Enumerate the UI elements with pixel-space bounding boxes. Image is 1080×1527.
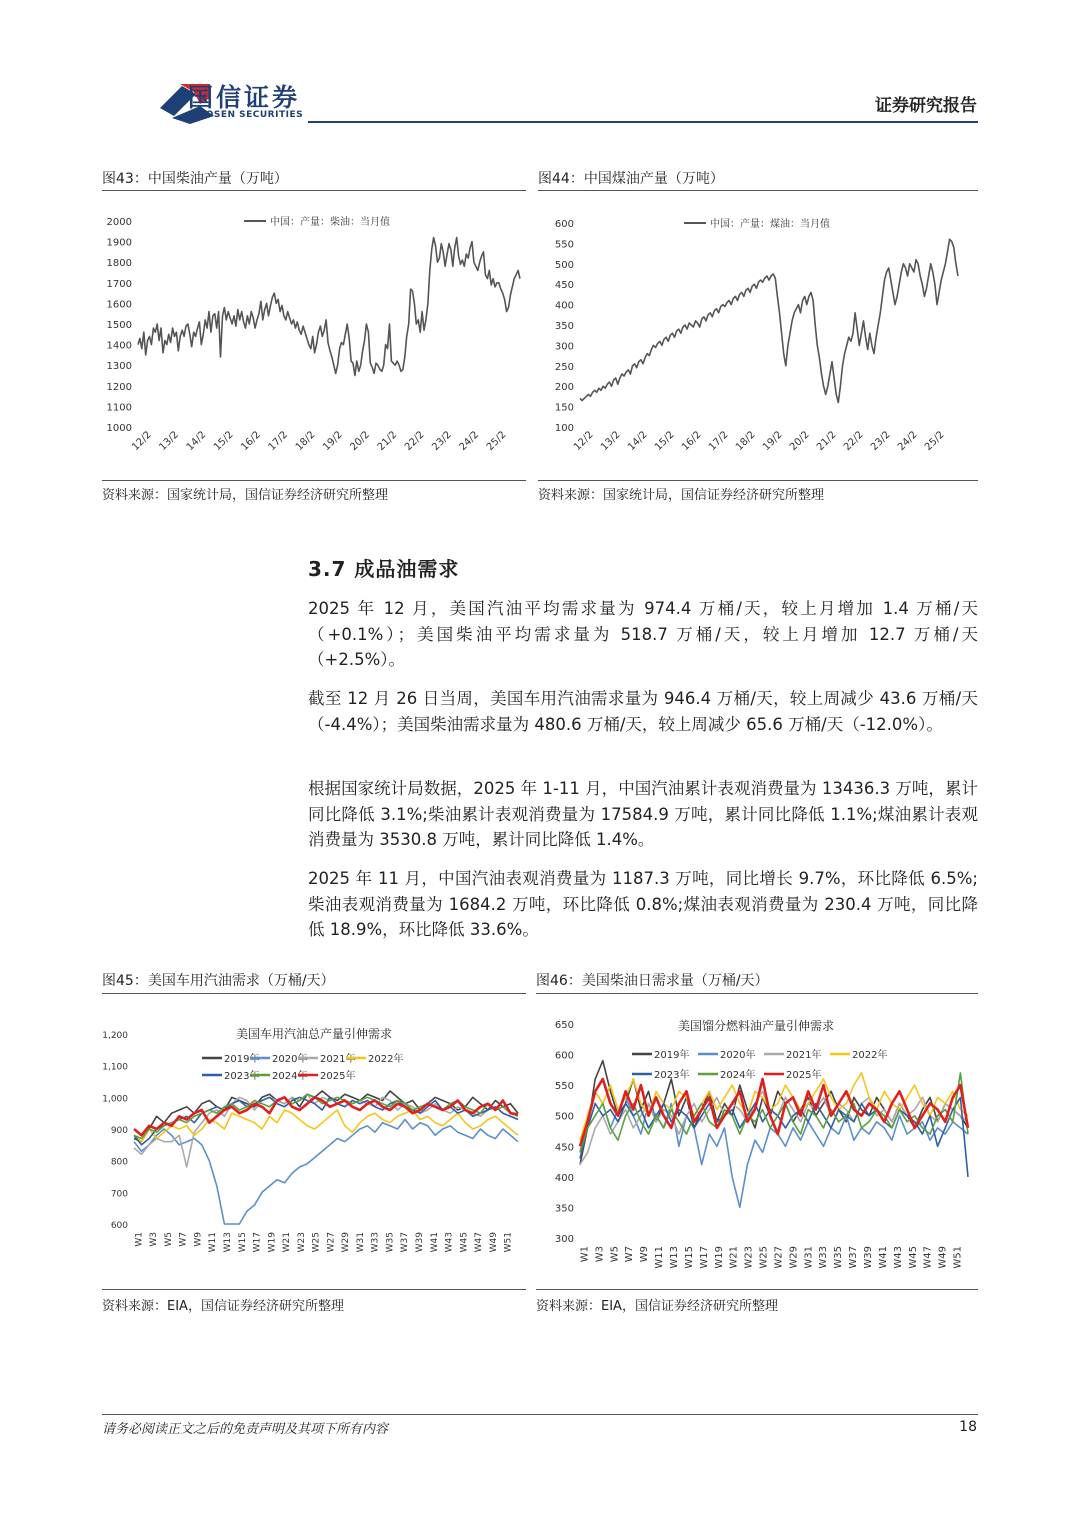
y-tick-label: 400 [554,300,574,312]
y-tick-label: 400 [554,1172,574,1184]
x-tick-label: 20/2 [787,429,812,454]
fig45-bottom-divider [102,1289,526,1290]
paragraph-1: 2025 年 12 月，美国汽油平均需求量为 974.4 万桶/天，较上月增加 1.4 万桶/天（+0.1%）；美国柴油平均需求量为 518.7 万桶/天，较上月增加 12.7 万桶/天（+2.5%）。 [308,599,978,669]
legend-label: 2021年 [320,1054,356,1065]
x-tick-label: W47 [922,1246,934,1269]
chart-title: 美国车用汽油总产量引伸需求 [235,1027,393,1041]
x-tick-label: W15 [237,1232,248,1253]
x-tick-label: W9 [193,1232,204,1247]
fig43-divider [102,190,526,191]
y-tick-label: 450 [554,280,574,292]
y-tick-label: 800 [110,1157,128,1168]
series-line-2020年 [134,1120,518,1225]
series-line-2023年 [580,1097,968,1177]
x-tick-label: 20/2 [348,429,373,454]
fig43-title: 图43：中国柴油产量（万吨） [102,171,288,187]
x-tick-label: W33 [370,1232,381,1253]
y-tick-label: 500 [554,1111,574,1123]
y-tick-label: 550 [554,239,574,251]
x-tick-label: W17 [698,1246,710,1269]
fig46-divider [536,993,978,994]
y-tick-label: 650 [554,1020,574,1031]
x-tick-label: W17 [252,1232,263,1253]
y-tick-label: 1100 [106,402,132,414]
x-tick-label: W5 [163,1232,174,1247]
x-tick-label: 14/2 [184,429,209,454]
x-tick-label: W47 [474,1232,485,1253]
x-tick-label: 25/2 [484,429,509,454]
x-tick-label: W49 [488,1232,499,1253]
paragraph-4: 2025 年 11 月，中国汽油表观消费量为 1187.3 万吨，同比增长 9.7%，环比降低 6.5%;柴油表观消费量为 1684.2 万吨，环比降低 0.8%;煤油表观消费量为 230.4 万吨，同比降低 18.9%，环比降低 33.6%。 [308,869,978,939]
chart-title: 美国馏分燃料油产量引伸需求 [677,1019,835,1033]
legend-label: 2025年 [786,1070,822,1081]
legend-label: 2022年 [852,1050,888,1061]
x-tick-label: W1 [579,1246,591,1263]
page-number: 18 [959,1419,977,1435]
y-tick-label: 600 [554,219,574,230]
legend-label: 2023年 [654,1070,690,1081]
x-tick-label: W23 [296,1232,307,1253]
series-line-2020年 [580,1091,968,1207]
paragraph-3: 根据国家统计局数据，2025 年 1-11 月，中国汽油累计表观消费量为 13436.3 万吨，累计同比降低 3.1%;柴油累计表观消费量为 17584.9 万吨，累计同比降低 1.1%;煤油累计表观消费量为 3530.8 万吨，累计同比降低 1.4%。 [308,779,978,849]
x-tick-label: W27 [326,1232,337,1253]
x-tick-label: W27 [773,1246,785,1269]
y-tick-label: 1800 [106,258,132,270]
x-tick-label: W49 [937,1246,949,1269]
y-tick-label: 300 [554,341,574,353]
y-tick-label: 600 [554,1050,574,1062]
x-tick-label: W3 [594,1246,606,1263]
x-tick-label: W45 [459,1232,470,1253]
legend-label: 2022年 [368,1054,404,1065]
fig45-chart [102,1000,526,1285]
fig44-chart [538,195,978,475]
x-tick-label: W29 [341,1232,352,1253]
x-tick-label: W35 [833,1246,845,1269]
fig44-divider [538,190,978,191]
fig43-source: 资料来源：国家统计局，国信证券经济研究所整理 [102,488,389,503]
x-tick-label: W33 [818,1246,830,1269]
footer-divider [102,1414,978,1415]
y-tick-label: 900 [110,1126,128,1136]
fig46-source: 资料来源：EIA，国信证券经济研究所整理 [536,1299,778,1314]
fig44-source: 资料来源：国家统计局，国信证券经济研究所整理 [538,488,825,503]
x-tick-label: 24/2 [457,429,482,454]
x-tick-label: 19/2 [321,429,345,454]
legend-label: 2021年 [786,1050,822,1061]
y-tick-label: 1900 [106,237,132,249]
legend-label: 2024年 [272,1071,308,1082]
y-tick-label: 600 [110,1221,128,1231]
x-tick-label: 14/2 [625,429,650,454]
x-tick-label: W19 [267,1232,278,1253]
legend-label: 2023年 [224,1071,260,1082]
y-tick-label: 450 [554,1142,574,1154]
x-tick-label: 13/2 [157,429,182,454]
x-tick-label: W31 [803,1246,815,1269]
y-tick-label: 1700 [106,278,132,290]
x-tick-label: W11 [208,1232,219,1253]
y-tick-label: 300 [554,1234,574,1245]
legend-label: 2020年 [720,1050,756,1061]
y-tick-label: 1,100 [102,1062,128,1073]
y-tick-label: 250 [554,361,574,373]
x-tick-label: W23 [743,1246,755,1269]
fig45-title: 图45：美国车用汽油需求（万桶/天） [102,973,335,989]
legend-label: 中国：产量：柴油：当月值 [270,217,390,228]
series-line-fig44 [580,239,958,402]
paragraph-2: 截至 12 月 26 日当周，美国车用汽油需求量为 946.4 万桶/天，较上周减少 43.6 万桶/天（-4.4%）；美国柴油需求量为 480.6 万桶/天，较上周减少 65.6 万桶/天（-12.0%）。 [308,689,978,734]
fig44-title: 图44：中国煤油产量（万吨） [538,171,724,187]
x-tick-label: W9 [639,1246,651,1263]
section-title: 3.7 成品油需求 [308,557,460,581]
fig43-bottom-divider [102,480,526,481]
x-tick-label: 17/2 [706,429,731,454]
logo-cn: 国信证券 [188,83,301,112]
fig46-bottom-divider [536,1289,978,1290]
x-tick-label: W41 [429,1232,440,1253]
legend-label: 2024年 [720,1070,756,1081]
y-tick-label: 200 [554,382,574,394]
x-tick-label: W13 [669,1246,680,1269]
x-tick-label: 17/2 [266,429,291,454]
y-tick-label: 700 [110,1189,128,1200]
x-tick-label: W39 [415,1232,425,1253]
x-tick-label: W37 [400,1232,411,1253]
y-tick-label: 1500 [106,320,132,331]
x-tick-label: W35 [385,1232,396,1253]
x-tick-label: 21/2 [375,429,400,454]
x-tick-label: W25 [758,1246,770,1269]
y-tick-label: 2000 [106,217,132,228]
logo-en: GUOSEN SECURITIES [190,110,304,120]
y-tick-label: 1400 [106,340,132,352]
x-tick-label: W7 [178,1232,189,1247]
x-tick-label: W41 [877,1246,889,1269]
x-tick-label: W15 [683,1246,695,1269]
legend-label: 2020年 [272,1054,308,1065]
legend-label: 中国：产量：煤油：当月值 [710,219,830,230]
footer-disclaimer: 请务必阅读正文之后的免责声明及其项下所有内容 [102,1422,389,1437]
header-divider [308,121,978,123]
report-type: 证券研究报告 [875,96,977,116]
x-tick-label: 15/2 [652,429,677,454]
legend-label: 2025年 [320,1071,356,1082]
x-tick-label: W39 [863,1246,874,1269]
x-tick-label: W29 [788,1246,800,1269]
y-tick-label: 1,200 [102,1031,128,1041]
x-tick-label: W21 [728,1246,740,1269]
y-tick-label: 1,000 [102,1094,128,1105]
x-tick-label: 15/2 [211,429,236,454]
x-tick-label: 22/2 [402,429,427,454]
x-tick-label: W37 [848,1246,860,1269]
y-tick-label: 350 [554,321,574,332]
series-line-fig43 [138,238,520,376]
x-tick-label: 18/2 [293,429,318,454]
x-tick-label: 13/2 [598,429,623,454]
x-tick-label: 22/2 [841,429,866,454]
y-tick-label: 1200 [106,381,132,393]
fig43-chart [102,195,526,475]
y-tick-label: 150 [554,402,574,414]
fig45-divider [102,993,526,994]
legend-label: 2019年 [224,1054,260,1065]
x-tick-label: W43 [892,1246,904,1269]
y-tick-label: 500 [554,259,574,271]
x-tick-label: W43 [444,1232,455,1253]
fig46-chart [536,1000,978,1285]
x-tick-label: 12/2 [571,429,596,454]
x-tick-label: W45 [907,1246,919,1269]
y-tick-label: 100 [554,423,574,434]
y-tick-label: 550 [554,1081,574,1093]
x-tick-label: 23/2 [430,429,454,454]
x-tick-label: W51 [503,1232,514,1253]
x-tick-label: W19 [713,1246,725,1269]
x-tick-label: 18/2 [733,429,758,454]
legend-label: 2019年 [654,1050,690,1061]
x-tick-label: 19/2 [760,429,785,454]
x-tick-label: W25 [311,1232,322,1253]
x-tick-label: 16/2 [239,429,263,454]
x-tick-label: 21/2 [814,429,839,454]
x-tick-label: 23/2 [868,429,893,454]
y-tick-label: 1300 [106,361,132,373]
fig45-source: 资料来源：EIA，国信证券经济研究所整理 [102,1299,344,1314]
x-tick-label: W11 [654,1246,666,1269]
y-tick-label: 350 [554,1203,574,1215]
x-tick-label: W21 [282,1232,293,1253]
x-tick-label: W31 [355,1232,366,1253]
x-tick-label: W51 [952,1246,964,1269]
x-tick-label: W7 [624,1246,636,1263]
x-tick-label: 16/2 [679,429,704,454]
x-tick-label: 25/2 [922,429,947,454]
x-tick-label: W13 [223,1232,233,1253]
x-tick-label: 24/2 [895,429,920,454]
fig44-bottom-divider [538,480,978,481]
x-tick-label: 12/2 [130,429,154,454]
y-tick-label: 1000 [106,423,132,434]
x-tick-label: W3 [149,1232,160,1247]
y-tick-label: 1600 [106,299,132,311]
x-tick-label: W5 [609,1246,621,1263]
x-tick-label: W1 [134,1232,145,1247]
fig46-title: 图46：美国柴油日需求量（万桶/天） [536,973,769,989]
